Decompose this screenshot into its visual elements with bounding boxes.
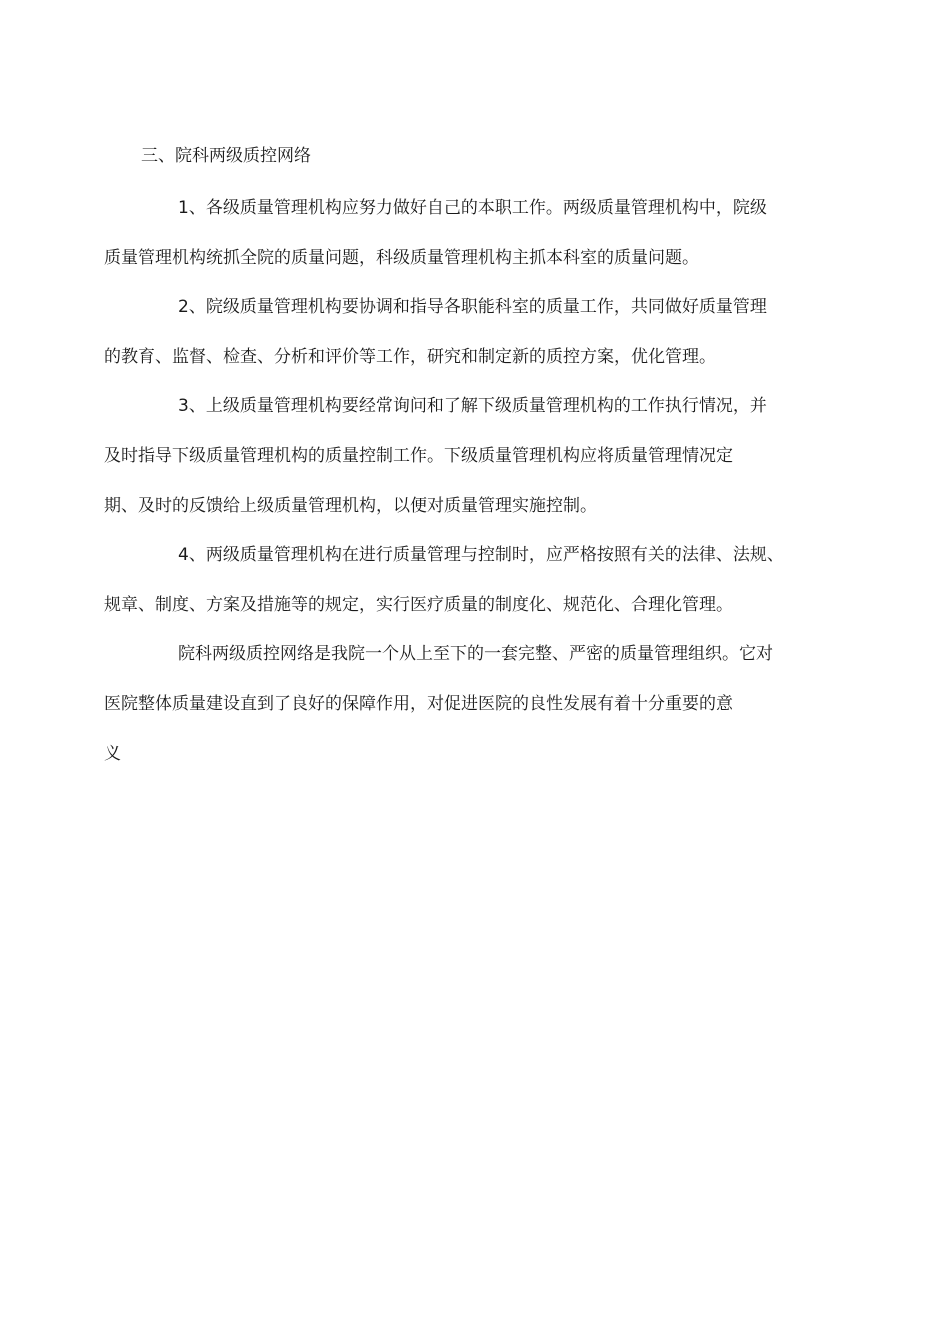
paragraph-1-line-2: 质量管理机构统抓全院的质量问题，科级质量管理机构主抓本科室的质量问题。 bbox=[104, 247, 699, 268]
document-body bbox=[104, 136, 815, 779]
paragraph-3-line-2: 及时指导下级质量管理机构的质量控制工作。下级质量管理机构应将质量管理情况定 bbox=[104, 445, 733, 466]
paragraph-1 bbox=[104, 184, 815, 283]
paragraph-2 bbox=[104, 283, 815, 382]
paragraph-5-line-1: 院科两级质控网络是我院一个从上至下的一套完整、严密的质量管理组织。它对 bbox=[178, 644, 773, 665]
paragraph-2-line-1: 2、院级质量管理机构要协调和指导各职能科室的质量工作，共同做好质量管理 bbox=[178, 297, 767, 318]
paragraph-5 bbox=[104, 630, 815, 779]
section-heading: 三、院科两级质控网络 bbox=[141, 146, 311, 166]
paragraph-4-line-2: 规章、制度、方案及措施等的规定，实行医疗质量的制度化、规范化、合理化管理。 bbox=[104, 594, 733, 615]
paragraph-1-line-1: 1、各级质量管理机构应努力做好自己的本职工作。两级质量管理机构中，院级 bbox=[178, 198, 767, 218]
paragraph-4-line-1: 4、两级质量管理机构在进行质量管理与控制时，应严格按照有关的法律、法规、 bbox=[178, 545, 784, 566]
paragraph-3-line-1: 3、上级质量管理机构要经常询问和了解下级质量管理机构的工作执行情况，并 bbox=[178, 396, 767, 417]
paragraph-5-line-3: 义 bbox=[104, 743, 121, 764]
paragraph-2-line-2: 的教育、监督、检查、分析和评价等工作，研究和制定新的质控方案，优化管理。 bbox=[104, 346, 716, 367]
paragraph-4 bbox=[104, 531, 815, 630]
paragraph-3 bbox=[104, 382, 815, 531]
paragraph-5-line-2: 医院整体质量建设直到了良好的保障作用，对促进医院的良性发展有着十分重要的意 bbox=[104, 693, 733, 714]
paragraph-3-line-3: 期、及时的反馈给上级质量管理机构，以便对质量管理实施控制。 bbox=[104, 495, 597, 516]
